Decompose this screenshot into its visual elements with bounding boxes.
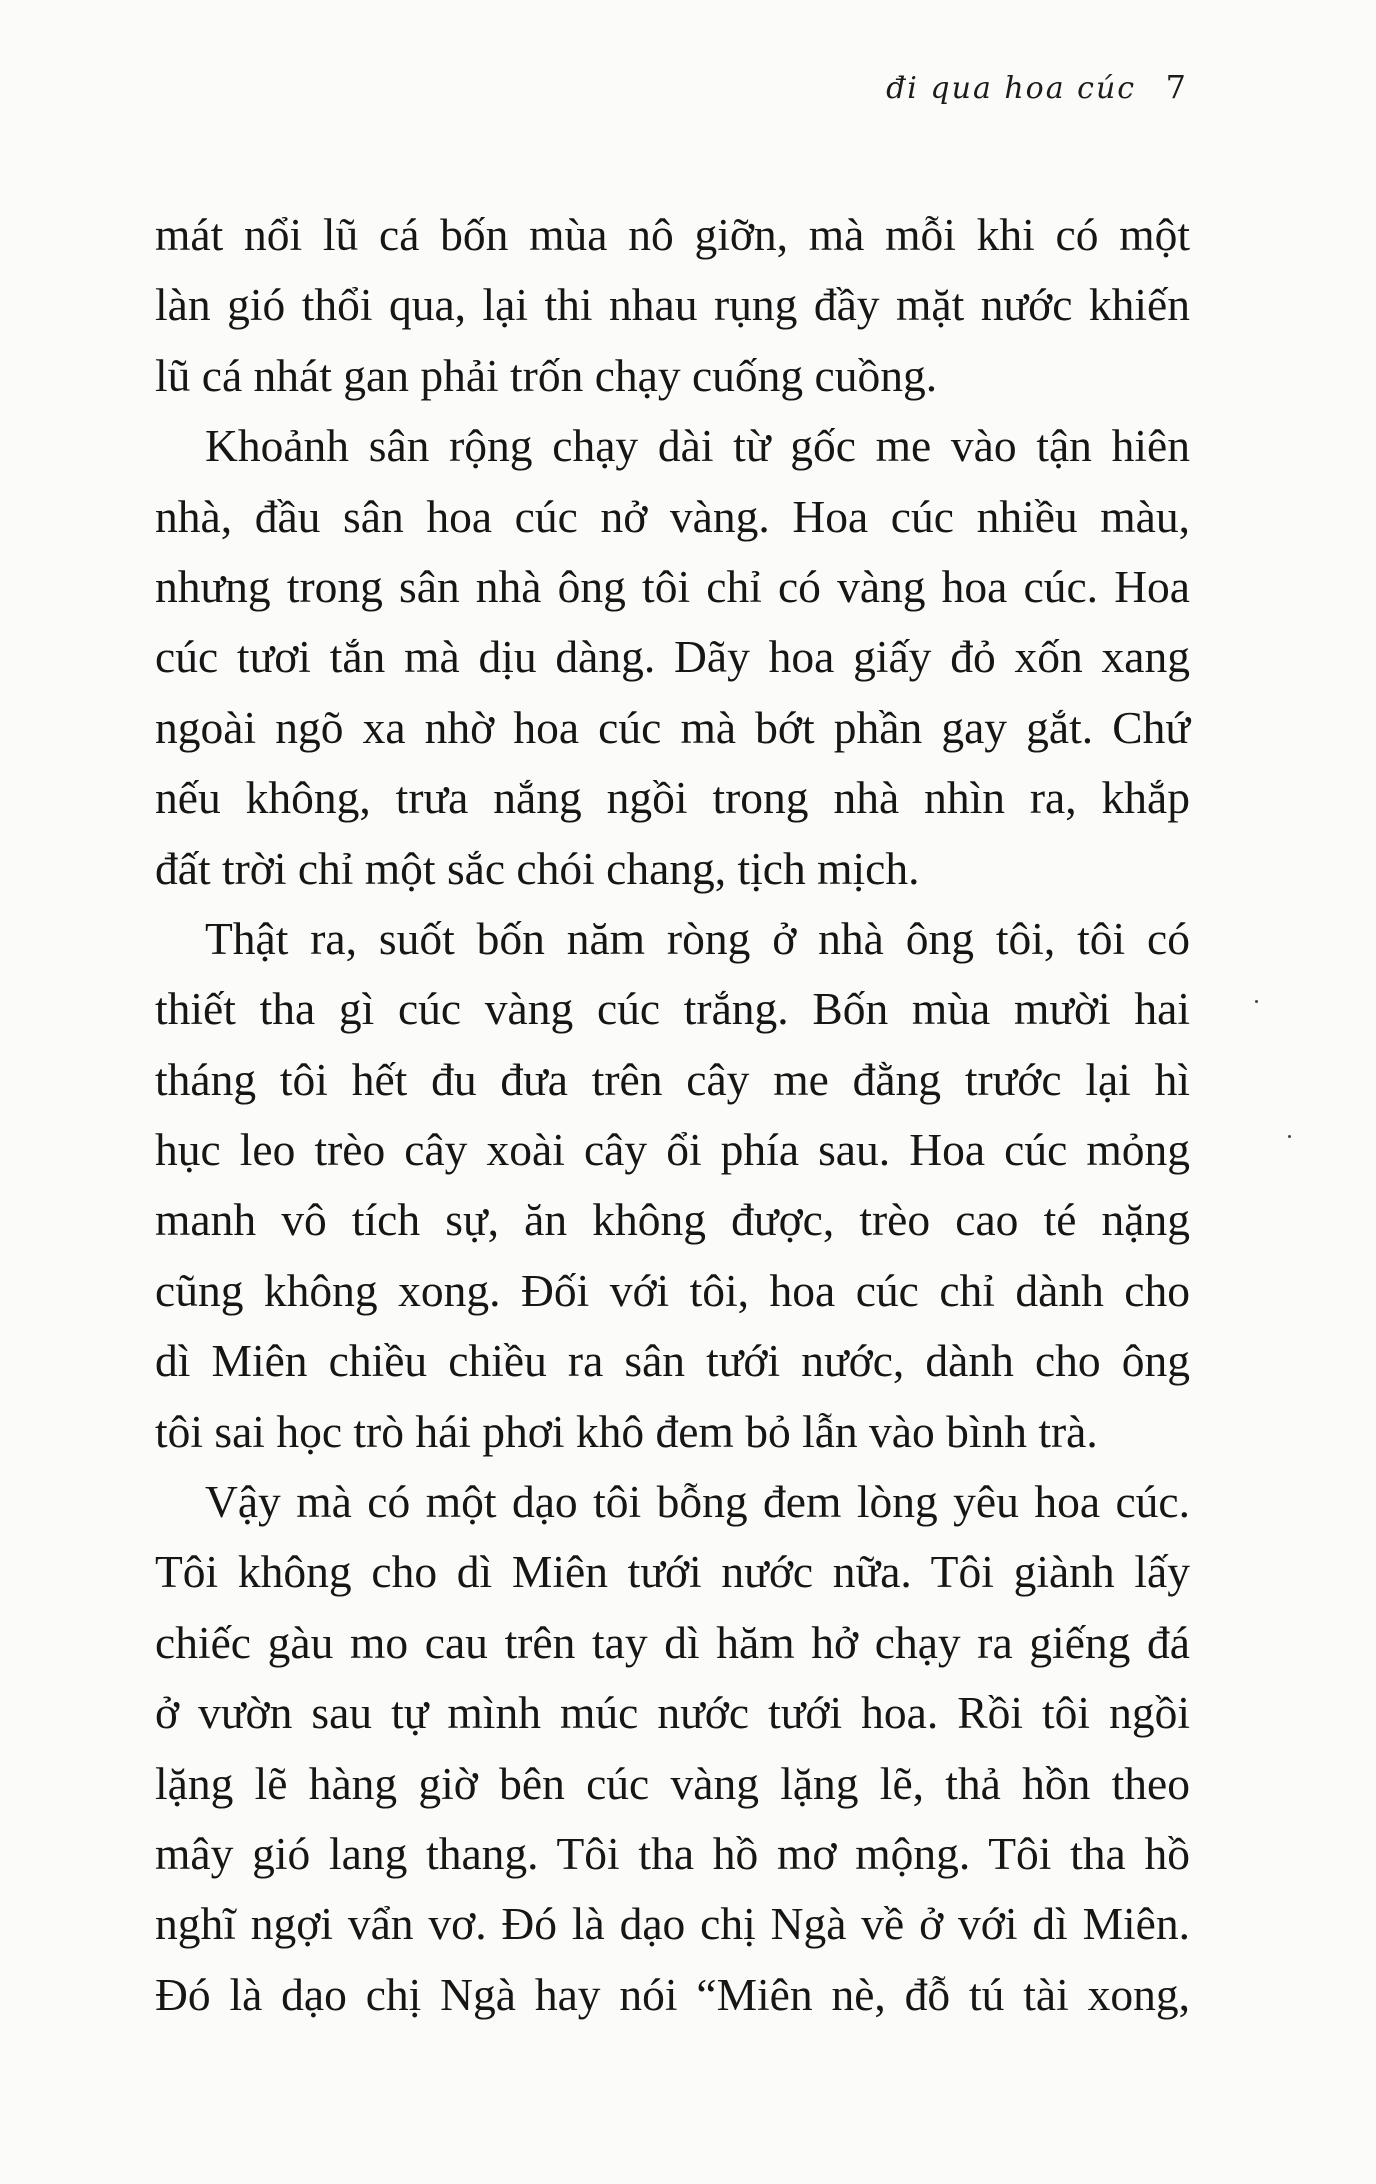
page-number: 7 bbox=[1165, 68, 1188, 106]
text-line: nhà, đầu sân hoa cúc nở vàng. Hoa cúc nhiều màu, bbox=[155, 490, 1190, 542]
text-line: cũng không xong. Đối với tôi, hoa cúc chỉ dành cho bbox=[155, 1264, 1190, 1316]
text-line: lặng lẽ hàng giờ bên cúc vàng lặng lẽ, thả hồn theo bbox=[155, 1757, 1190, 1809]
text-line: ngoài ngõ xa nhờ hoa cúc mà bớt phần gay gắt. Chứ bbox=[155, 701, 1190, 753]
paper-speck bbox=[1288, 1135, 1291, 1138]
text-line: Tôi không cho dì Miên tưới nước nữa. Tôi giành lấy bbox=[155, 1546, 1190, 1598]
text-line: tôi sai học trò hái phơi khô đem bỏ lẫn vào bình trà. bbox=[155, 1405, 1098, 1457]
text-line: Thật ra, suốt bốn năm ròng ở nhà ông tôi, tôi có bbox=[205, 912, 1190, 964]
text-line: dì Miên chiều chiều ra sân tưới nước, dành cho ông bbox=[155, 1335, 1190, 1387]
paragraph bbox=[155, 411, 1190, 904]
running-header bbox=[886, 68, 1188, 106]
text-line: Khoảnh sân rộng chạy dài từ gốc me vào tận hiên bbox=[205, 420, 1190, 472]
text-line: làn gió thổi qua, lại thi nhau rụng đầy mặt nước khiến bbox=[155, 279, 1190, 331]
text-line: Đó là dạo chị Ngà hay nói “Miên nè, đỗ tú tài xong, bbox=[155, 1968, 1190, 2020]
text-line: đất trời chỉ một sắc chói chang, tịch mịch. bbox=[155, 842, 920, 894]
paragraph bbox=[155, 904, 1190, 1467]
text-line: nhưng trong sân nhà ông tôi chỉ có vàng hoa cúc. Hoa bbox=[155, 560, 1190, 612]
text-line: cúc tươi tắn mà dịu dàng. Dãy hoa giấy đỏ xốn xang bbox=[155, 631, 1190, 683]
text-line: lũ cá nhát gan phải trốn chạy cuống cuồng. bbox=[155, 349, 938, 401]
running-header-title: đi qua hoa cúc bbox=[886, 71, 1137, 106]
text-line: mát nổi lũ cá bốn mùa nô giỡn, mà mỗi khi có một bbox=[155, 209, 1190, 260]
paragraph bbox=[155, 200, 1190, 411]
text-line: mây gió lang thang. Tôi tha hồ mơ mộng. Tôi tha hồ bbox=[155, 1827, 1190, 1879]
paragraph bbox=[155, 1467, 1190, 2030]
text-line: ở vườn sau tự mình múc nước tưới hoa. Rồi tôi ngồi bbox=[155, 1687, 1190, 1739]
text-line: Vậy mà có một dạo tôi bỗng đem lòng yêu hoa cúc. bbox=[205, 1476, 1190, 1528]
text-line: nếu không, trưa nắng ngồi trong nhà nhìn ra, khắp bbox=[155, 772, 1190, 824]
text-line: thiết tha gì cúc vàng cúc trắng. Bốn mùa mười hai bbox=[155, 983, 1190, 1035]
text-line: manh vô tích sự, ăn không được, trèo cao té nặng bbox=[155, 1194, 1190, 1246]
body-text bbox=[155, 200, 1190, 2030]
text-line: chiếc gàu mo cau trên tay dì hăm hở chạy ra giếng đá bbox=[155, 1616, 1190, 1668]
text-line: tháng tôi hết đu đưa trên cây me đằng trước lại hì bbox=[155, 1053, 1190, 1105]
text-line: nghĩ ngợi vẩn vơ. Đó là dạo chị Ngà về ở với dì Miên. bbox=[155, 1898, 1190, 1950]
paper-speck bbox=[1255, 1000, 1258, 1003]
text-line: hục leo trèo cây xoài cây ổi phía sau. Hoa cúc mỏng bbox=[155, 1124, 1190, 1176]
